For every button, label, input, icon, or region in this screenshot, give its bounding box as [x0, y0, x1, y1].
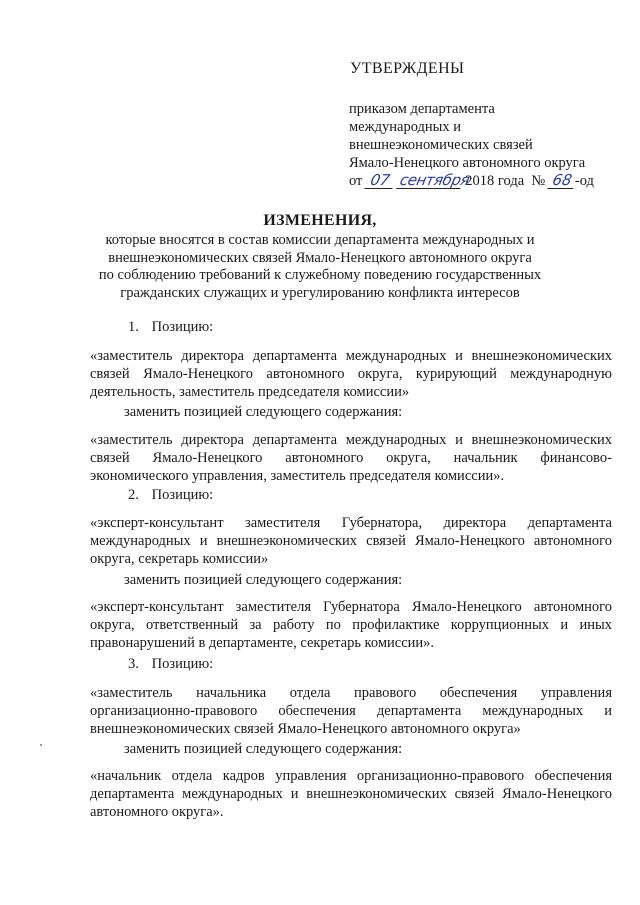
date-year: 2018 года — [465, 173, 525, 189]
old-position-text — [90, 684, 612, 738]
date-prefix: от — [349, 173, 363, 189]
order-line: приказом департамента — [349, 101, 495, 117]
text-line: «заместитель директора департамента международных и внешнеэкономических — [90, 432, 612, 448]
document-subtitle — [90, 232, 550, 302]
approved-heading: УТВЕРЖДЕНЫ — [350, 60, 465, 77]
order-date-line — [349, 172, 639, 190]
text-line: округа, секретарь комиссии» — [90, 551, 269, 567]
order-reference — [349, 100, 639, 190]
subtitle-line: внешнеэкономических связей Ямало-Ненецкого автономного округа — [108, 249, 532, 266]
subtitle-line: гражданских служащих и урегулированию конфликта интересов — [120, 284, 520, 301]
text-line: экономического управления, заместитель председателя комиссии». — [90, 468, 505, 484]
text-line: «эксперт-консультант заместителя Губернатора, директора департамента — [90, 515, 612, 531]
text-line: «эксперт-консультант заместителя Губернатора Ямало-Ненецкого автономного — [90, 599, 612, 615]
item-label: Позицию: — [151, 319, 214, 335]
text-line: округа, ответственный за работу по профилактике коррупционных и иных — [90, 617, 612, 633]
handwritten-day: 07 — [364, 173, 395, 189]
text-line: внешнеэкономических связей Ямало-Ненецкого автономного округа» — [90, 721, 521, 737]
item-label: Позицию: — [151, 656, 214, 672]
text-line: деятельность, заместитель председателя комиссии» — [90, 384, 410, 400]
new-position-text — [90, 598, 612, 652]
order-line: Ямало-Ненецкого автономного округа — [349, 155, 586, 171]
new-position-text — [90, 767, 612, 821]
order-line: международных и — [349, 119, 462, 135]
text-line: организационно-правового обеспечения департамента международных и — [90, 703, 612, 719]
new-position-text — [90, 431, 612, 485]
text-line: «заместитель начальника отдела правового обеспечения управления — [90, 685, 612, 701]
item-heading — [128, 319, 213, 336]
text-line: правонарушений в департаменте, секретарь комиссии». — [90, 635, 435, 651]
text-line: «заместитель директора департамента международных и внешнеэкономических — [90, 348, 612, 364]
text-line: департамента международных и внешнеэкономических связей Ямало-Ненецкого — [90, 786, 612, 802]
scan-artifact — [40, 744, 42, 746]
item-number: 3. — [128, 656, 139, 672]
text-line: автономного округа». — [90, 804, 224, 820]
order-line: внешнеэкономических связей — [349, 137, 533, 153]
item-heading — [128, 487, 213, 504]
document-title: ИЗМЕНЕНИЯ, — [263, 212, 377, 229]
replace-instruction: заменить позицией следующего содержания: — [124, 404, 403, 420]
item-label: Позицию: — [151, 487, 214, 503]
text-line: связей Ямало-Ненецкого автономного округа, курирующий международную — [90, 366, 612, 382]
text-line: «начальник отдела кадров управления организационно-правового обеспечения — [90, 768, 612, 784]
item-number: 1. — [128, 319, 139, 335]
number-suffix: -од — [574, 173, 594, 189]
replace-instruction: заменить позицией следующего содержания: — [124, 741, 403, 757]
item-number: 2. — [128, 487, 139, 503]
handwritten-number: 68 — [547, 173, 576, 189]
handwritten-month: сентября — [397, 171, 471, 189]
text-line: связей Ямало-Ненецкого автономного округа, начальник финансово- — [90, 450, 612, 466]
replace-instruction: заменить позицией следующего содержания: — [124, 572, 403, 588]
old-position-text — [90, 514, 612, 568]
old-position-text — [90, 347, 612, 401]
subtitle-line: по соблюдению требований к служебному поведению государственных — [98, 267, 542, 283]
item-heading — [128, 656, 213, 673]
text-line: международных и внешнеэкономических связей Ямало-Ненецкого автономного — [90, 533, 612, 549]
number-prefix: № — [531, 173, 546, 189]
subtitle-line: которые вносятся в состав комиссии департамента международных и — [105, 232, 535, 248]
